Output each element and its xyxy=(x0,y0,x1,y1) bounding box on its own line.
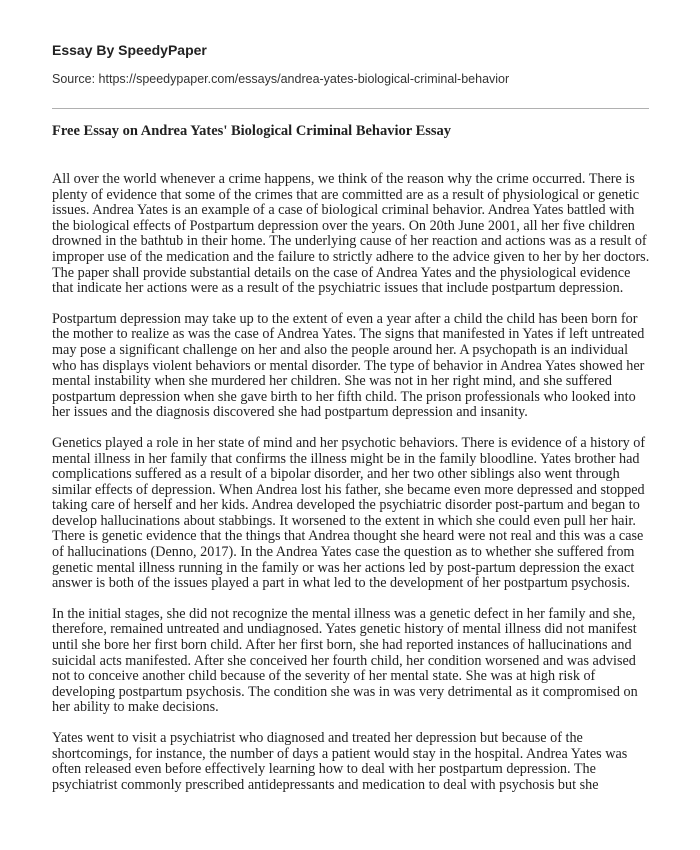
source-line: Source: https://speedypaper.com/essays/andrea-yates-biological-criminal-behavior xyxy=(52,72,510,86)
paragraph: In the initial stages, she did not recognize the mental illness was a genetic defect in her family and she, therefore, remained untreated and undiagnosed. Yates genetic history of mental illness did not manifest until she bore her first born child. After her first born, she had reported instances of hallucinations and suicidal acts manifested. After she conceived her fourth child, her condition worsened and was advised not to conceive another child because of the severity of her mental state. She was at high risk of developing postpartum psychosis. The condition she was in was very detrimental as it compromised on her ability to make decisions. xyxy=(52,605,638,716)
divider xyxy=(52,108,649,109)
publisher-title: Essay By SpeedyPaper xyxy=(52,42,207,58)
paragraph: All over the world whenever a crime happens, we think of the reason why the crime occurred. There is plenty of evidence that some of the crimes that are committed are as a result of physiological or genetic issues. Andrea Yates is an example of a case of biological criminal behavior. Andrea Yates battled with the biological effects of Postpartum depression over the years. On 20th June 2001, all her five children drowned in the bathtub in their home. The underlying cause of her reaction and actions was as a result of improper use of the medication and the failure to strictly adhere to the advice given to her by her doctors. The paper shall provide substantial details on the case of Andrea Yates and the physiological evidence that indicate her actions were as a result of the psychiatric issues that include postpartum depression. xyxy=(52,171,650,297)
paragraph: Postpartum depression may take up to the extent of even a year after a child the child has been born for the mother to realize as was the case of Andrea Yates. The signs that manifested in Yates if left untreated may pose a significant challenge on her and also the people around her. A psychopath is an individual who has displays violent behaviors or mental disorder. The type of behavior in Andrea Yates showed her mental instability when she murdered her children. She was not in her right mind, and she suffered postpartum depression when she gave birth to her fifth child. The prison professionals who looked into her issues and the diagnosis discovered she had postpartum depression and insanity. xyxy=(52,310,645,421)
essay-body xyxy=(52,172,652,808)
paragraph: Genetics played a role in her state of mind and her psychotic behaviors. There is evidence of a history of mental illness in her family that confirms the illness might be in the family bloodline. Yates brother had complications suffered as a result of a bipolar disorder, and her two other siblings also went through similar effects of depression. When Andrea lost his father, she became even more depressed and stopped taking care of herself and her kids. Andrea developed the psychiatric disorder post-partum and began to develop hallucinations about stabbings. It worsened to the extent in which she could even pull her hair. There is genetic evidence that the things that Andrea thought she heard were not real and this was a case of hallucinations (Denno, 2017). In the Andrea Yates case the question as to whether she suffered from genetic mental illness running in the family or was her actions led by post-partum depression the exact answer is both of the issues played a part in what led to the development of her postpartum psychosis. xyxy=(52,434,646,592)
essay-title: Free Essay on Andrea Yates' Biological Criminal Behavior Essay xyxy=(52,123,452,139)
paragraph: Yates went to visit a psychiatrist who diagnosed and treated her depression but because of the shortcomings, for instance, the number of days a patient would stay in the hospital. Andrea Yates was often released even before effectively learning how to deal with her postpartum depression. The psychiatrist commonly prescribed antidepressants and medication to deal with psychosis but she xyxy=(52,730,628,793)
